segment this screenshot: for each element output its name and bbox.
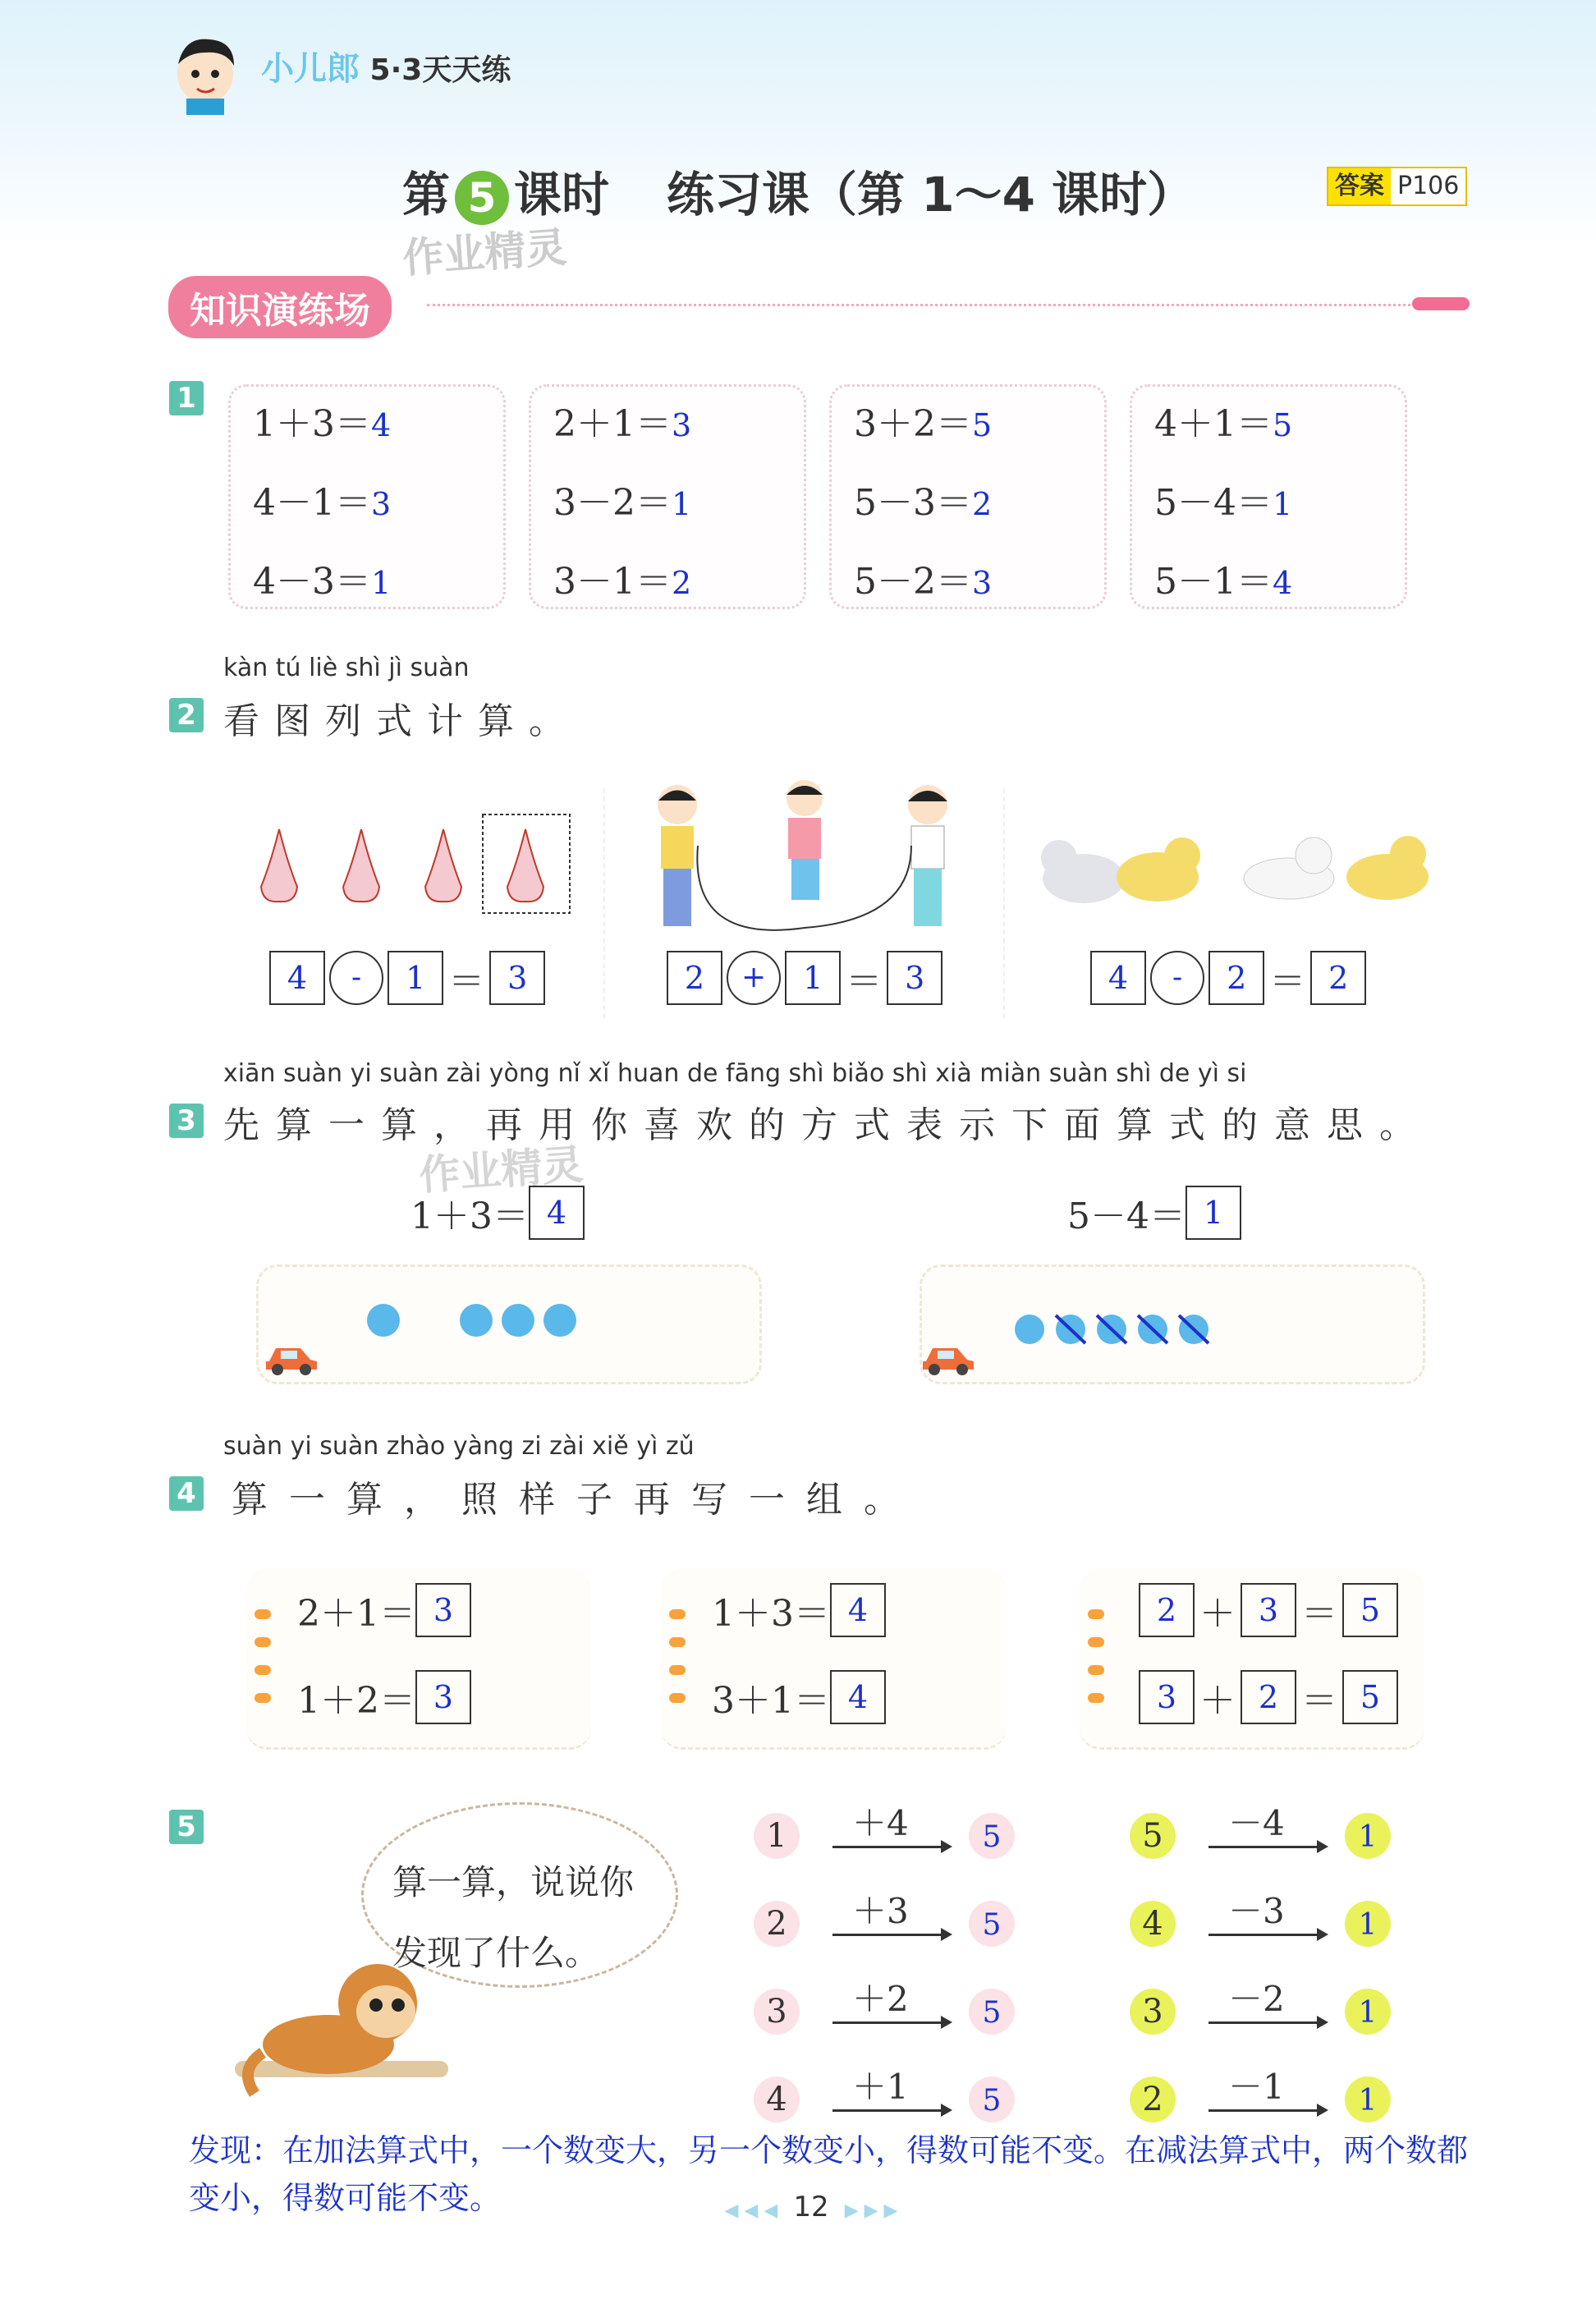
bead bbox=[255, 1693, 271, 1703]
question-2-divider-1 bbox=[603, 788, 605, 1018]
question-4-pinyin: suàn yi suàn zhào yàng zi zài xiě yì zǔ bbox=[223, 1432, 695, 1461]
pattern-equation bbox=[297, 1583, 471, 1637]
equation-answer[interactable]: 5 bbox=[972, 407, 993, 443]
title-suffix: 课时 bbox=[514, 167, 610, 223]
bead bbox=[255, 1609, 271, 1619]
equation-row bbox=[253, 394, 391, 447]
arrow-line bbox=[1208, 2109, 1319, 2112]
start-number: 2 bbox=[766, 1905, 787, 1943]
equation-expr: 3＋1＝ bbox=[712, 1680, 830, 1722]
operand-box[interactable]: 1 bbox=[388, 951, 443, 1005]
operator-circle[interactable]: + bbox=[727, 951, 781, 1005]
section-divider bbox=[427, 304, 1445, 306]
operation-text: －4 bbox=[1228, 1803, 1285, 1843]
q3-left-answer-box[interactable]: 4 bbox=[529, 1186, 585, 1240]
arrow-right-icon bbox=[1317, 1928, 1328, 1941]
result-number[interactable]: 5 bbox=[982, 1996, 1002, 2030]
equation-row bbox=[1154, 394, 1292, 447]
operand-box[interactable]: 2 bbox=[1208, 951, 1264, 1005]
arrow-line bbox=[832, 2021, 942, 2024]
bead bbox=[1088, 1637, 1104, 1647]
arrow-line bbox=[1208, 1846, 1319, 1848]
operand-box[interactable]: 1 bbox=[785, 951, 841, 1005]
written-equation bbox=[1139, 1670, 1398, 1724]
answer-box[interactable]: 3 bbox=[415, 1583, 471, 1637]
equation-expr: 4－1＝ bbox=[253, 482, 371, 524]
operand-box[interactable]: 3 bbox=[1241, 1583, 1296, 1637]
equation-expr: 3＋2＝ bbox=[854, 403, 972, 445]
dot bbox=[543, 1304, 576, 1337]
operand-box[interactable]: 4 bbox=[269, 951, 325, 1005]
peach-icon bbox=[754, 1813, 800, 1859]
dot bbox=[367, 1304, 400, 1337]
start-number: 1 bbox=[766, 1817, 787, 1855]
result-box[interactable]: 5 bbox=[1342, 1583, 1398, 1637]
peach-icon bbox=[969, 1813, 1015, 1859]
bead-decoration bbox=[669, 1609, 687, 1721]
equation-row bbox=[854, 552, 992, 604]
bead bbox=[255, 1637, 271, 1647]
bubble-line-1: 算一算，说说你 bbox=[392, 1862, 635, 1902]
dot bbox=[460, 1304, 493, 1337]
boy-mascot bbox=[168, 33, 242, 115]
equation-answer[interactable]: 4 bbox=[1273, 565, 1293, 601]
apple-icon bbox=[1345, 1989, 1391, 2035]
apple-icon bbox=[1345, 1813, 1391, 1859]
start-number: 4 bbox=[766, 2081, 787, 2118]
brand-main: 小儿郎 bbox=[261, 50, 360, 88]
garlic-illustration bbox=[246, 813, 575, 920]
operation-label bbox=[852, 1972, 909, 2021]
equation-answer[interactable]: 4 bbox=[371, 407, 392, 443]
arrow-right-icon bbox=[1317, 1840, 1328, 1853]
arrow-right-icon bbox=[941, 2016, 952, 2029]
bead bbox=[669, 1665, 686, 1675]
bead bbox=[1088, 1693, 1104, 1703]
brand bbox=[261, 43, 511, 89]
right-arrows-icon: ▶ ▶ ▶ bbox=[844, 2200, 898, 2221]
equation-answer[interactable]: 1 bbox=[371, 565, 392, 601]
question-3-text: 先算一算，再用你喜欢的方式表示下面算式的意思。 bbox=[223, 1104, 1432, 1146]
lesson-title bbox=[402, 156, 1195, 225]
equation-expr: 2＋1＝ bbox=[553, 403, 672, 445]
arrow-right-icon bbox=[941, 1840, 952, 1853]
equation-expr: 5－3＝ bbox=[854, 482, 972, 524]
operand-box[interactable]: 2 bbox=[1139, 1583, 1195, 1637]
operation-label bbox=[1228, 1972, 1285, 2021]
equation-row bbox=[553, 394, 691, 447]
operation-text: ＋4 bbox=[852, 1803, 909, 1843]
equation-expr: 1＋3＝ bbox=[253, 403, 371, 445]
result-number[interactable]: 5 bbox=[982, 1908, 1002, 1942]
operand-box[interactable]: 4 bbox=[1090, 951, 1146, 1005]
question-4-text: 算一算，照样子再写一组。 bbox=[232, 1479, 921, 1521]
operand-box[interactable]: 3 bbox=[1139, 1670, 1195, 1724]
section-banner: 知识演练场 bbox=[168, 276, 392, 338]
question-2-text: 看图列式计算。 bbox=[223, 700, 580, 742]
operation-label bbox=[852, 1797, 909, 1846]
q3-right-expr: 5－4＝ bbox=[1067, 1195, 1186, 1237]
equation-expr: 4＋1＝ bbox=[1154, 403, 1273, 445]
q3-left-expr: 1＋3＝ bbox=[410, 1195, 529, 1237]
q3-right-answer-box[interactable]: 1 bbox=[1186, 1186, 1241, 1240]
peach-icon bbox=[969, 1901, 1015, 1947]
answer-page: P106 bbox=[1391, 168, 1465, 204]
pencil-icon bbox=[1412, 297, 1470, 310]
operation-text: －3 bbox=[1228, 1891, 1285, 1931]
result-number[interactable]: 1 bbox=[1358, 1820, 1378, 1854]
equation-answer[interactable]: 3 bbox=[371, 486, 392, 522]
plus-sign: ＋ bbox=[1199, 1593, 1236, 1635]
arrow-line bbox=[832, 1934, 942, 1936]
equation-expr: 5－1＝ bbox=[1154, 561, 1273, 603]
operator-circle[interactable]: - bbox=[1150, 951, 1204, 1005]
operation-text: －1 bbox=[1228, 2067, 1285, 2107]
equals-sign: ＝ bbox=[846, 961, 883, 1003]
peach-icon bbox=[754, 2076, 800, 2122]
equals-sign: ＝ bbox=[1301, 1593, 1337, 1635]
equals-sign: ＝ bbox=[1269, 961, 1306, 1003]
apple-icon bbox=[1130, 1813, 1176, 1859]
arrow-right-icon bbox=[1317, 2016, 1328, 2029]
start-number: 5 bbox=[1142, 1817, 1163, 1855]
pattern-equation bbox=[297, 1670, 471, 1724]
plus-sign: ＋ bbox=[1199, 1680, 1236, 1722]
brand-sub: 5·3天天练 bbox=[369, 53, 511, 87]
result-number[interactable]: 1 bbox=[1358, 2084, 1378, 2118]
apple-icon bbox=[1345, 1901, 1391, 1947]
result-box[interactable]: 3 bbox=[489, 951, 545, 1005]
operation-label bbox=[852, 2060, 909, 2109]
equals-sign: ＝ bbox=[448, 961, 485, 1003]
peach-icon bbox=[969, 1989, 1015, 2035]
question-3-right-equation bbox=[1067, 1186, 1241, 1240]
start-number: 4 bbox=[1142, 1905, 1163, 1943]
apple-icon bbox=[1130, 1901, 1176, 1947]
answer-label: 答案 bbox=[1328, 168, 1391, 204]
bead bbox=[1088, 1665, 1104, 1675]
crossed-dots bbox=[1011, 1310, 1217, 1348]
picture-equation bbox=[269, 951, 545, 1005]
bead bbox=[255, 1665, 271, 1675]
equation-answer[interactable]: 1 bbox=[672, 486, 692, 522]
left-arrows-icon: ◀ ◀ ◀ bbox=[724, 2200, 778, 2221]
lesson-name: 练习课（第 1～4 课时） bbox=[667, 167, 1195, 223]
equation-expr: 3－1＝ bbox=[553, 561, 672, 603]
page-footer bbox=[696, 2191, 926, 2223]
result-number[interactable]: 5 bbox=[982, 1820, 1002, 1854]
bead bbox=[669, 1637, 686, 1647]
written-equation bbox=[1139, 1583, 1398, 1637]
equation-row bbox=[553, 473, 691, 525]
car-icon bbox=[263, 1338, 320, 1376]
equation-expr: 5－4＝ bbox=[1154, 482, 1273, 524]
operand-box[interactable]: 2 bbox=[1241, 1670, 1296, 1724]
start-number: 3 bbox=[766, 1993, 787, 2031]
pattern-equation bbox=[712, 1583, 886, 1637]
equation-expr: 2＋1＝ bbox=[297, 1593, 415, 1635]
result-number[interactable]: 5 bbox=[982, 2084, 1002, 2118]
car-icon bbox=[920, 1338, 977, 1376]
equation-row bbox=[1154, 552, 1292, 604]
arrow-right-icon bbox=[941, 2104, 952, 2117]
start-number: 3 bbox=[1142, 1993, 1163, 2031]
lesson-number-badge: 5 bbox=[455, 171, 509, 225]
bubble-line-2: 发现了什么。 bbox=[392, 1933, 600, 1973]
bead bbox=[1088, 1609, 1104, 1619]
equation-answer[interactable]: 3 bbox=[972, 565, 993, 601]
question-5-number: 5 bbox=[169, 1810, 204, 1844]
equation-answer[interactable]: 5 bbox=[1273, 407, 1293, 443]
equation-expr: 3－2＝ bbox=[553, 482, 672, 524]
equation-answer[interactable]: 2 bbox=[672, 565, 692, 601]
operation-label bbox=[1228, 1797, 1285, 1846]
result-box[interactable]: 2 bbox=[1310, 951, 1366, 1005]
apple-icon bbox=[1130, 2076, 1176, 2122]
equals-sign: ＝ bbox=[1301, 1680, 1337, 1722]
equation-row bbox=[553, 552, 691, 604]
equation-row bbox=[854, 473, 992, 525]
peach-icon bbox=[754, 1989, 800, 2035]
pattern-equation bbox=[712, 1670, 886, 1724]
watermark-2: 作业精灵 bbox=[417, 1140, 585, 1200]
dot bbox=[502, 1304, 534, 1337]
equation-answer[interactable]: 2 bbox=[972, 486, 993, 522]
picture-equation bbox=[667, 951, 942, 1005]
bead-decoration bbox=[1088, 1609, 1106, 1721]
equation-answer[interactable]: 3 bbox=[672, 407, 692, 443]
equation-expr: 1＋2＝ bbox=[297, 1680, 415, 1722]
bead-decoration bbox=[255, 1609, 273, 1721]
question-3-number: 3 bbox=[169, 1104, 204, 1138]
operation-label bbox=[852, 1884, 909, 1934]
operation-text: ＋2 bbox=[852, 1979, 909, 2019]
apple-icon bbox=[1345, 2076, 1391, 2122]
equation-row bbox=[253, 473, 391, 525]
jump-rope-illustration bbox=[640, 780, 969, 936]
result-box[interactable]: 3 bbox=[887, 951, 942, 1005]
operation-text: ＋1 bbox=[852, 2067, 909, 2107]
operation-text: －2 bbox=[1228, 1979, 1285, 2019]
title-prefix: 第 bbox=[402, 167, 451, 223]
arrow-line bbox=[1208, 2021, 1319, 2024]
arrow-line bbox=[832, 2109, 942, 2112]
picture-equation bbox=[1090, 951, 1366, 1005]
question-2-number: 2 bbox=[169, 698, 204, 732]
equation-answer[interactable]: 1 bbox=[1273, 486, 1293, 522]
equation-row bbox=[253, 552, 391, 604]
answer-box[interactable]: 4 bbox=[830, 1670, 886, 1724]
apple-icon bbox=[1130, 1989, 1176, 2035]
result-number[interactable]: 1 bbox=[1358, 1908, 1378, 1942]
bead bbox=[669, 1609, 686, 1619]
result-number[interactable]: 1 bbox=[1358, 1996, 1378, 2030]
peach-icon bbox=[969, 2076, 1015, 2122]
arrow-line bbox=[832, 1846, 942, 1848]
question-2-pinyin: kàn tú liè shì jì suàn bbox=[223, 654, 470, 682]
answer-badge[interactable] bbox=[1327, 167, 1467, 206]
arrow-right-icon bbox=[941, 1928, 952, 1941]
watermark: 作业精灵 bbox=[401, 223, 569, 282]
equation-row bbox=[854, 394, 992, 447]
equation-row bbox=[1154, 473, 1292, 525]
page-number: 12 bbox=[793, 2191, 829, 2223]
answer-box[interactable]: 4 bbox=[830, 1583, 886, 1637]
monkey-mascot bbox=[230, 1946, 460, 2110]
arrow-right-icon bbox=[1317, 2104, 1328, 2117]
operation-label bbox=[1228, 1884, 1285, 1934]
operation-label bbox=[1228, 2060, 1285, 2109]
equation-expr: 5－2＝ bbox=[854, 561, 972, 603]
question-3-left-equation bbox=[410, 1186, 585, 1240]
operand-box[interactable]: 2 bbox=[667, 951, 722, 1005]
question-3-pinyin: xiān suàn yi suàn zài yòng nǐ xǐ huan de fāng shì biǎo shì xià miàn suàn shì de yì si bbox=[223, 1059, 1247, 1088]
result-box[interactable]: 5 bbox=[1342, 1670, 1398, 1724]
question-2-divider-2 bbox=[1003, 788, 1005, 1018]
peach-icon bbox=[754, 1901, 800, 1947]
arrow-line bbox=[1208, 1934, 1319, 1936]
equation-expr: 4－3＝ bbox=[253, 561, 371, 603]
question-4-number: 4 bbox=[169, 1476, 204, 1511]
equation-expr: 1＋3＝ bbox=[712, 1593, 830, 1635]
question-1-number: 1 bbox=[169, 381, 204, 415]
finding-answer: 发现：在加法算式中，一个数变大，另一个数变小，得数可能不变。在减法算式中，两个数都变小，得数可能不变。 bbox=[189, 2132, 1469, 2216]
answer-box[interactable]: 3 bbox=[415, 1670, 471, 1724]
operator-circle[interactable]: - bbox=[329, 951, 383, 1005]
bead bbox=[669, 1693, 686, 1703]
operation-text: ＋3 bbox=[852, 1891, 909, 1931]
start-number: 2 bbox=[1142, 2081, 1163, 2118]
kittens-illustration bbox=[1026, 821, 1437, 920]
